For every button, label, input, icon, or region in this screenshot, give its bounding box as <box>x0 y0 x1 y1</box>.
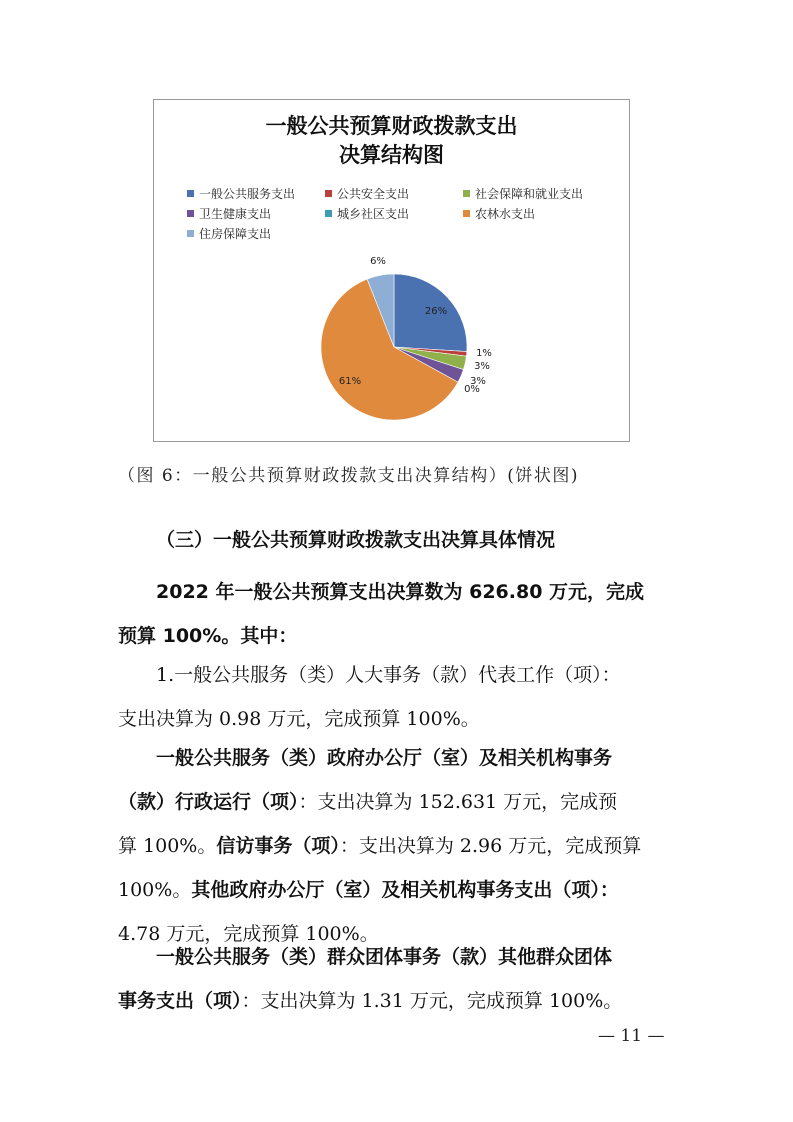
item-3-line-2-bold: 事务支出（项） <box>118 990 242 1012</box>
item-2-line-3-end: ：支出决算为 2.96 万元，完成预算 <box>339 835 642 857</box>
section-heading: （三）一般公共预算财政拨款支出决算具体情况 <box>156 529 556 551</box>
item-2-line-2 <box>118 780 678 824</box>
item-2-paragraph <box>118 736 678 956</box>
summary-line-1: 2022 年一般公共预算支出决算数为 626.80 万元，完成 <box>156 581 645 603</box>
pie-data-label: 0% <box>464 384 480 395</box>
item-2-line-1: 一般公共服务（类）政府办公厅（室）及相关机构事务 <box>156 747 613 769</box>
item-2-line-5: 4.78 万元，完成预算 100%。 <box>118 923 379 945</box>
item-2-line-3-bold: 信访事务（项） <box>216 835 340 857</box>
page-number: — 11 — <box>598 1026 665 1046</box>
item-3-line-1: 一般公共服务（类）群众团体事务（款）其他群众团体 <box>156 946 613 968</box>
item-3-paragraph <box>118 935 678 1023</box>
item-1-paragraph <box>118 653 678 741</box>
summary-paragraph <box>118 570 678 658</box>
pie-data-label: 3% <box>474 361 490 372</box>
item-2-line-3 <box>118 824 678 868</box>
pie-data-label: 6% <box>370 256 386 267</box>
chart-title-line-1: 一般公共预算财政拨款支出 <box>265 114 518 138</box>
legend-label: 公共安全支出 <box>337 186 410 201</box>
chart-title-line-2: 决算结构图 <box>339 143 444 167</box>
item-2-line-4-start: 100%。 <box>118 879 192 901</box>
legend-label: 社会保障和就业支出 <box>475 186 584 201</box>
section-heading-block <box>118 518 678 562</box>
item-2-line-4-bold: 其他政府办公厅（室）及相关机构事务支出（项）： <box>191 879 619 901</box>
pie-chart <box>154 100 629 441</box>
legend-label: 一般公共服务支出 <box>199 186 296 201</box>
chart-frame <box>153 99 630 442</box>
pie-data-label: 61% <box>338 376 362 387</box>
item-2-line-2-text: ：支出决算为 152.631 万元，完成预 <box>298 791 618 813</box>
item-1-line-2: 支出决算为 0.98 万元，完成预算 100%。 <box>118 708 480 730</box>
item-2-line-4 <box>118 868 678 912</box>
figure-caption: （图 6：一般公共预算财政拨款支出决算结构）(饼状图) <box>118 466 579 486</box>
item-3-line-2 <box>118 979 678 1023</box>
pie-data-label: 26% <box>424 306 448 317</box>
legend-label: 住房保障支出 <box>199 226 272 241</box>
summary-line-2: 预算 100%。其中： <box>118 625 298 647</box>
legend-label: 卫生健康支出 <box>199 206 272 221</box>
pie-data-label: 1% <box>476 348 492 359</box>
item-2-line-3-start: 算 100%。 <box>118 835 217 857</box>
legend-label: 农林水支出 <box>475 206 536 221</box>
legend-label: 城乡社区支出 <box>337 206 410 221</box>
item-3-line-2-text: ：支出决算为 1.31 万元，完成预算 100%。 <box>241 990 623 1012</box>
item-2-line-2-bold: （款）行政运行（项） <box>118 791 299 813</box>
item-1-line-1: 1.一般公共服务（类）人大事务（款）代表工作（项）： <box>156 664 621 686</box>
pie-data-label: 3% <box>470 376 486 387</box>
